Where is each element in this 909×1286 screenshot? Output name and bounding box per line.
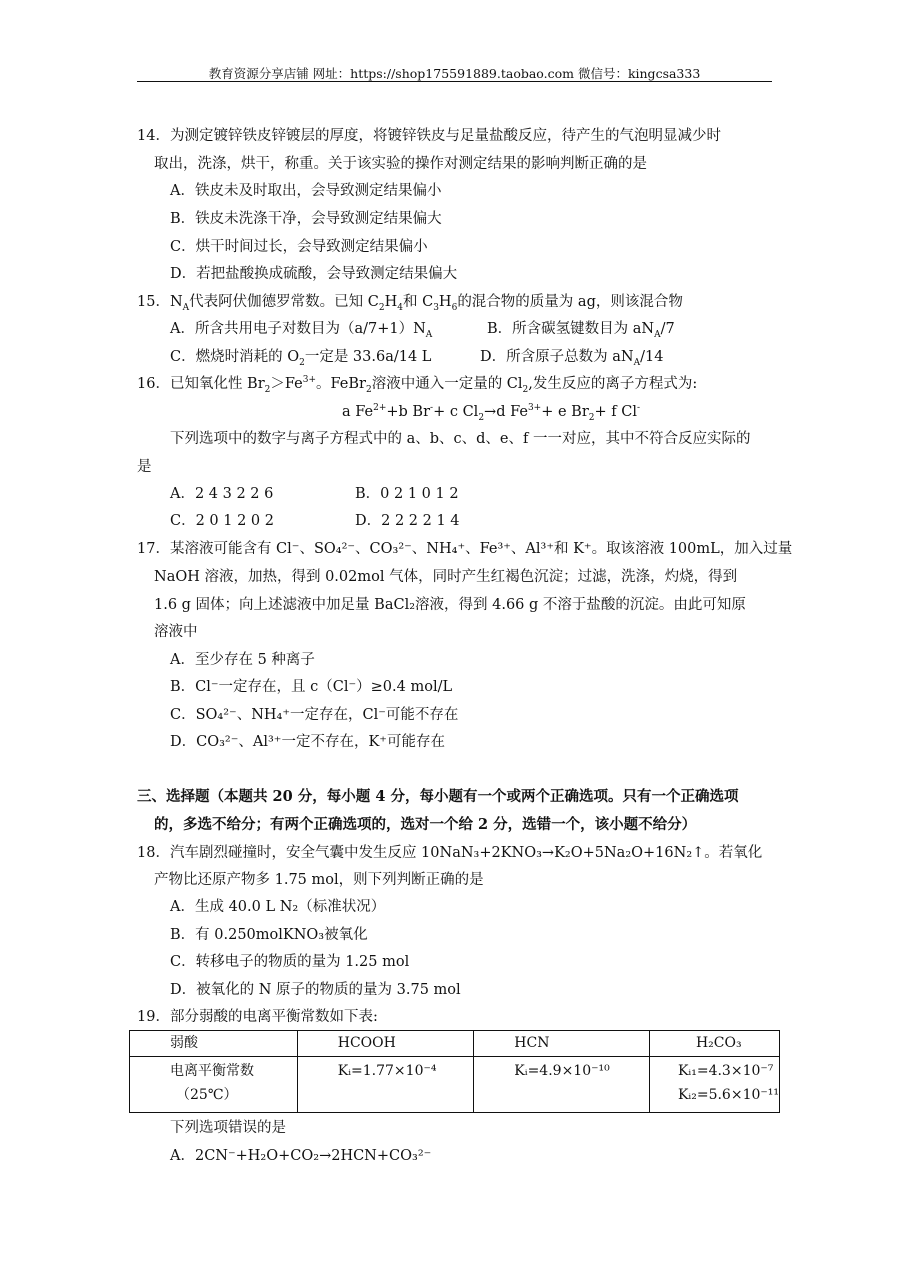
q16-option-d: D．2 2 2 2 1 4 <box>355 513 460 529</box>
q18-stem-line1: 18．汽车剧烈碰撞时，安全气囊中发生反应 10NaN₃+2KNO₃→K₂O+5Na₂O+16N₂↑。若氧化 <box>137 845 763 861</box>
page-header: 教育资源分享店铺 网址：https://shop175591889.taobao.com 微信号：kingcsa333 <box>208 66 701 81</box>
q16-option-c: C．2 0 1 2 0 2 <box>170 513 274 529</box>
q14-option-a: A．铁皮未及时取出，会导致测定结果偏小 <box>170 183 442 199</box>
acid-constants-table <box>129 1030 780 1113</box>
table-header-hcn: HCN <box>474 1031 650 1057</box>
q18-option-b: B．有 0.250molKNO₃被氧化 <box>170 927 368 943</box>
table-row <box>130 1057 780 1113</box>
q16-text-line3: 下列选项中的数字与离子方程式中的 a、b、c、d、e、f 一一对应，其中不符合反应实际的 <box>170 431 751 447</box>
q14-stem-line1: 14．为测定镀锌铁皮锌镀层的厚度，将镀锌铁皮与足量盐酸反应，待产生的气泡明显减少时 <box>137 128 721 144</box>
q18-stem-line2: 产物比还原产物多 1.75 mol，则下列判断正确的是 <box>154 872 484 888</box>
table-cell-label <box>130 1057 298 1113</box>
row-label-line1: 电离平衡常数 <box>170 1063 254 1079</box>
q14-option-c: C．烘干时间过长，会导致测定结果偏小 <box>170 239 428 255</box>
section3-heading-line1: 三、选择题（本题共 20 分，每小题 4 分，每小题有一个或两个正确选项。只有一个正确选项 <box>137 788 739 805</box>
q17-option-a: A．至少存在 5 种离子 <box>170 652 315 668</box>
table-header-acid: 弱酸 <box>130 1031 298 1057</box>
table-header-row <box>130 1031 780 1057</box>
q19-prompt: 下列选项错误的是 <box>170 1120 286 1136</box>
q15-stem: 15．$N_A$代表阿伏伽德罗常数。已知 $C_2H_4$和 $C_3H_6$的混合物的质量为 ag，则该混合物 <box>137 294 683 313</box>
table-header-hcooh: HCOOH <box>297 1031 474 1057</box>
q17-option-d: D．CO₃²⁻、Al³⁺一定不存在，K⁺可能存在 <box>170 734 445 750</box>
q15-option-c: C．燃烧时消耗的 $O_2$一定是 33.6a/14 L <box>170 349 432 368</box>
q19-option-a: A．2CN⁻+H₂O+CO₂→2HCN+CO₃²⁻ <box>170 1148 432 1164</box>
table-cell-hcn: Kᵢ=4.9×10⁻¹⁰ <box>474 1057 650 1113</box>
q15-option-b: B．所含碳氢键数目为 $aN_A/7$ <box>487 321 675 340</box>
q16-option-b: B．0 2 1 0 1 2 <box>355 486 459 502</box>
q16-stem: 16．已知氧化性 $Br_2>Fe^{3+}$。FeBr$_2$溶液中通入一定量的 $Cl_2$,发生反应的离子方程式为: <box>137 375 698 395</box>
h2co3-k2: Kᵢ₂=5.6×10⁻¹¹ <box>677 1087 779 1103</box>
table-header-h2co3: H₂CO₃ <box>649 1031 779 1057</box>
q14-stem-line2: 取出，洗涤，烘干，称重。关于该实验的操作对测定结果的影响判断正确的是 <box>154 156 647 172</box>
q14-option-b: B．铁皮未洗涤干净，会导致测定结果偏大 <box>170 211 442 227</box>
row-label-line2: （25℃） <box>176 1087 238 1103</box>
q19-stem: 19．部分弱酸的电离平衡常数如下表: <box>137 1009 378 1025</box>
q16-text-line4: 是 <box>137 459 152 475</box>
q15-option-d: D．所含原子总数为 $aN_A/14$ <box>480 349 664 368</box>
q17-stem-line4: 溶液中 <box>154 624 198 640</box>
q14-option-d: D．若把盐酸换成硫酸，会导致测定结果偏大 <box>170 266 458 282</box>
h2co3-k1: Kᵢ₁=4.3×10⁻⁷ <box>677 1063 774 1079</box>
q16-equation: a $Fe^{2+}+b$ Br-+ c $Cl_2\to d$ $Fe^{3+}+ e$ $Br_2+ f$ Cl- <box>342 403 641 423</box>
q16-option-a: A．2 4 3 2 2 6 <box>170 486 274 502</box>
header-divider <box>137 81 772 82</box>
q17-option-b: B．Cl⁻一定存在，且 c（Cl⁻）≥0.4 mol/L <box>170 679 453 695</box>
section3-heading-line2: 的，多选不给分；有两个正确选项的，选对一个给 2 分，选错一个，该小题不给分） <box>154 816 697 833</box>
q18-option-d: D．被氧化的 N 原子的物质的量为 3.75 mol <box>170 982 461 998</box>
q18-option-a: A．生成 40.0 L N₂（标准状况） <box>170 899 386 915</box>
q17-stem-line2: NaOH 溶液，加热，得到 0.02mol 气体，同时产生红褐色沉淀；过滤，洗涤，灼烧，得到 <box>154 569 738 585</box>
table-cell-h2co3 <box>649 1057 779 1113</box>
table-cell-hcooh: Kᵢ=1.77×10⁻⁴ <box>297 1057 474 1113</box>
q17-option-c: C．SO₄²⁻、NH₄⁺一定存在，Cl⁻可能不存在 <box>170 707 459 723</box>
q17-stem-line1: 17．某溶液可能含有 Cl⁻、SO₄²⁻、CO₃²⁻、NH₄⁺、Fe³⁺、Al³⁺和 K⁺。取该溶液 100mL，加入过量 <box>137 541 793 557</box>
q17-stem-line3: 1.6 g 固体；向上述滤液中加足量 BaCl₂溶液，得到 4.66 g 不溶于盐酸的沉淀。由此可知原 <box>154 597 746 613</box>
q15-option-a: A．所含共用电子对数目为$(a/7+1)N_A$ <box>170 321 433 340</box>
q18-option-c: C．转移电子的物质的量为 1.25 mol <box>170 954 410 970</box>
